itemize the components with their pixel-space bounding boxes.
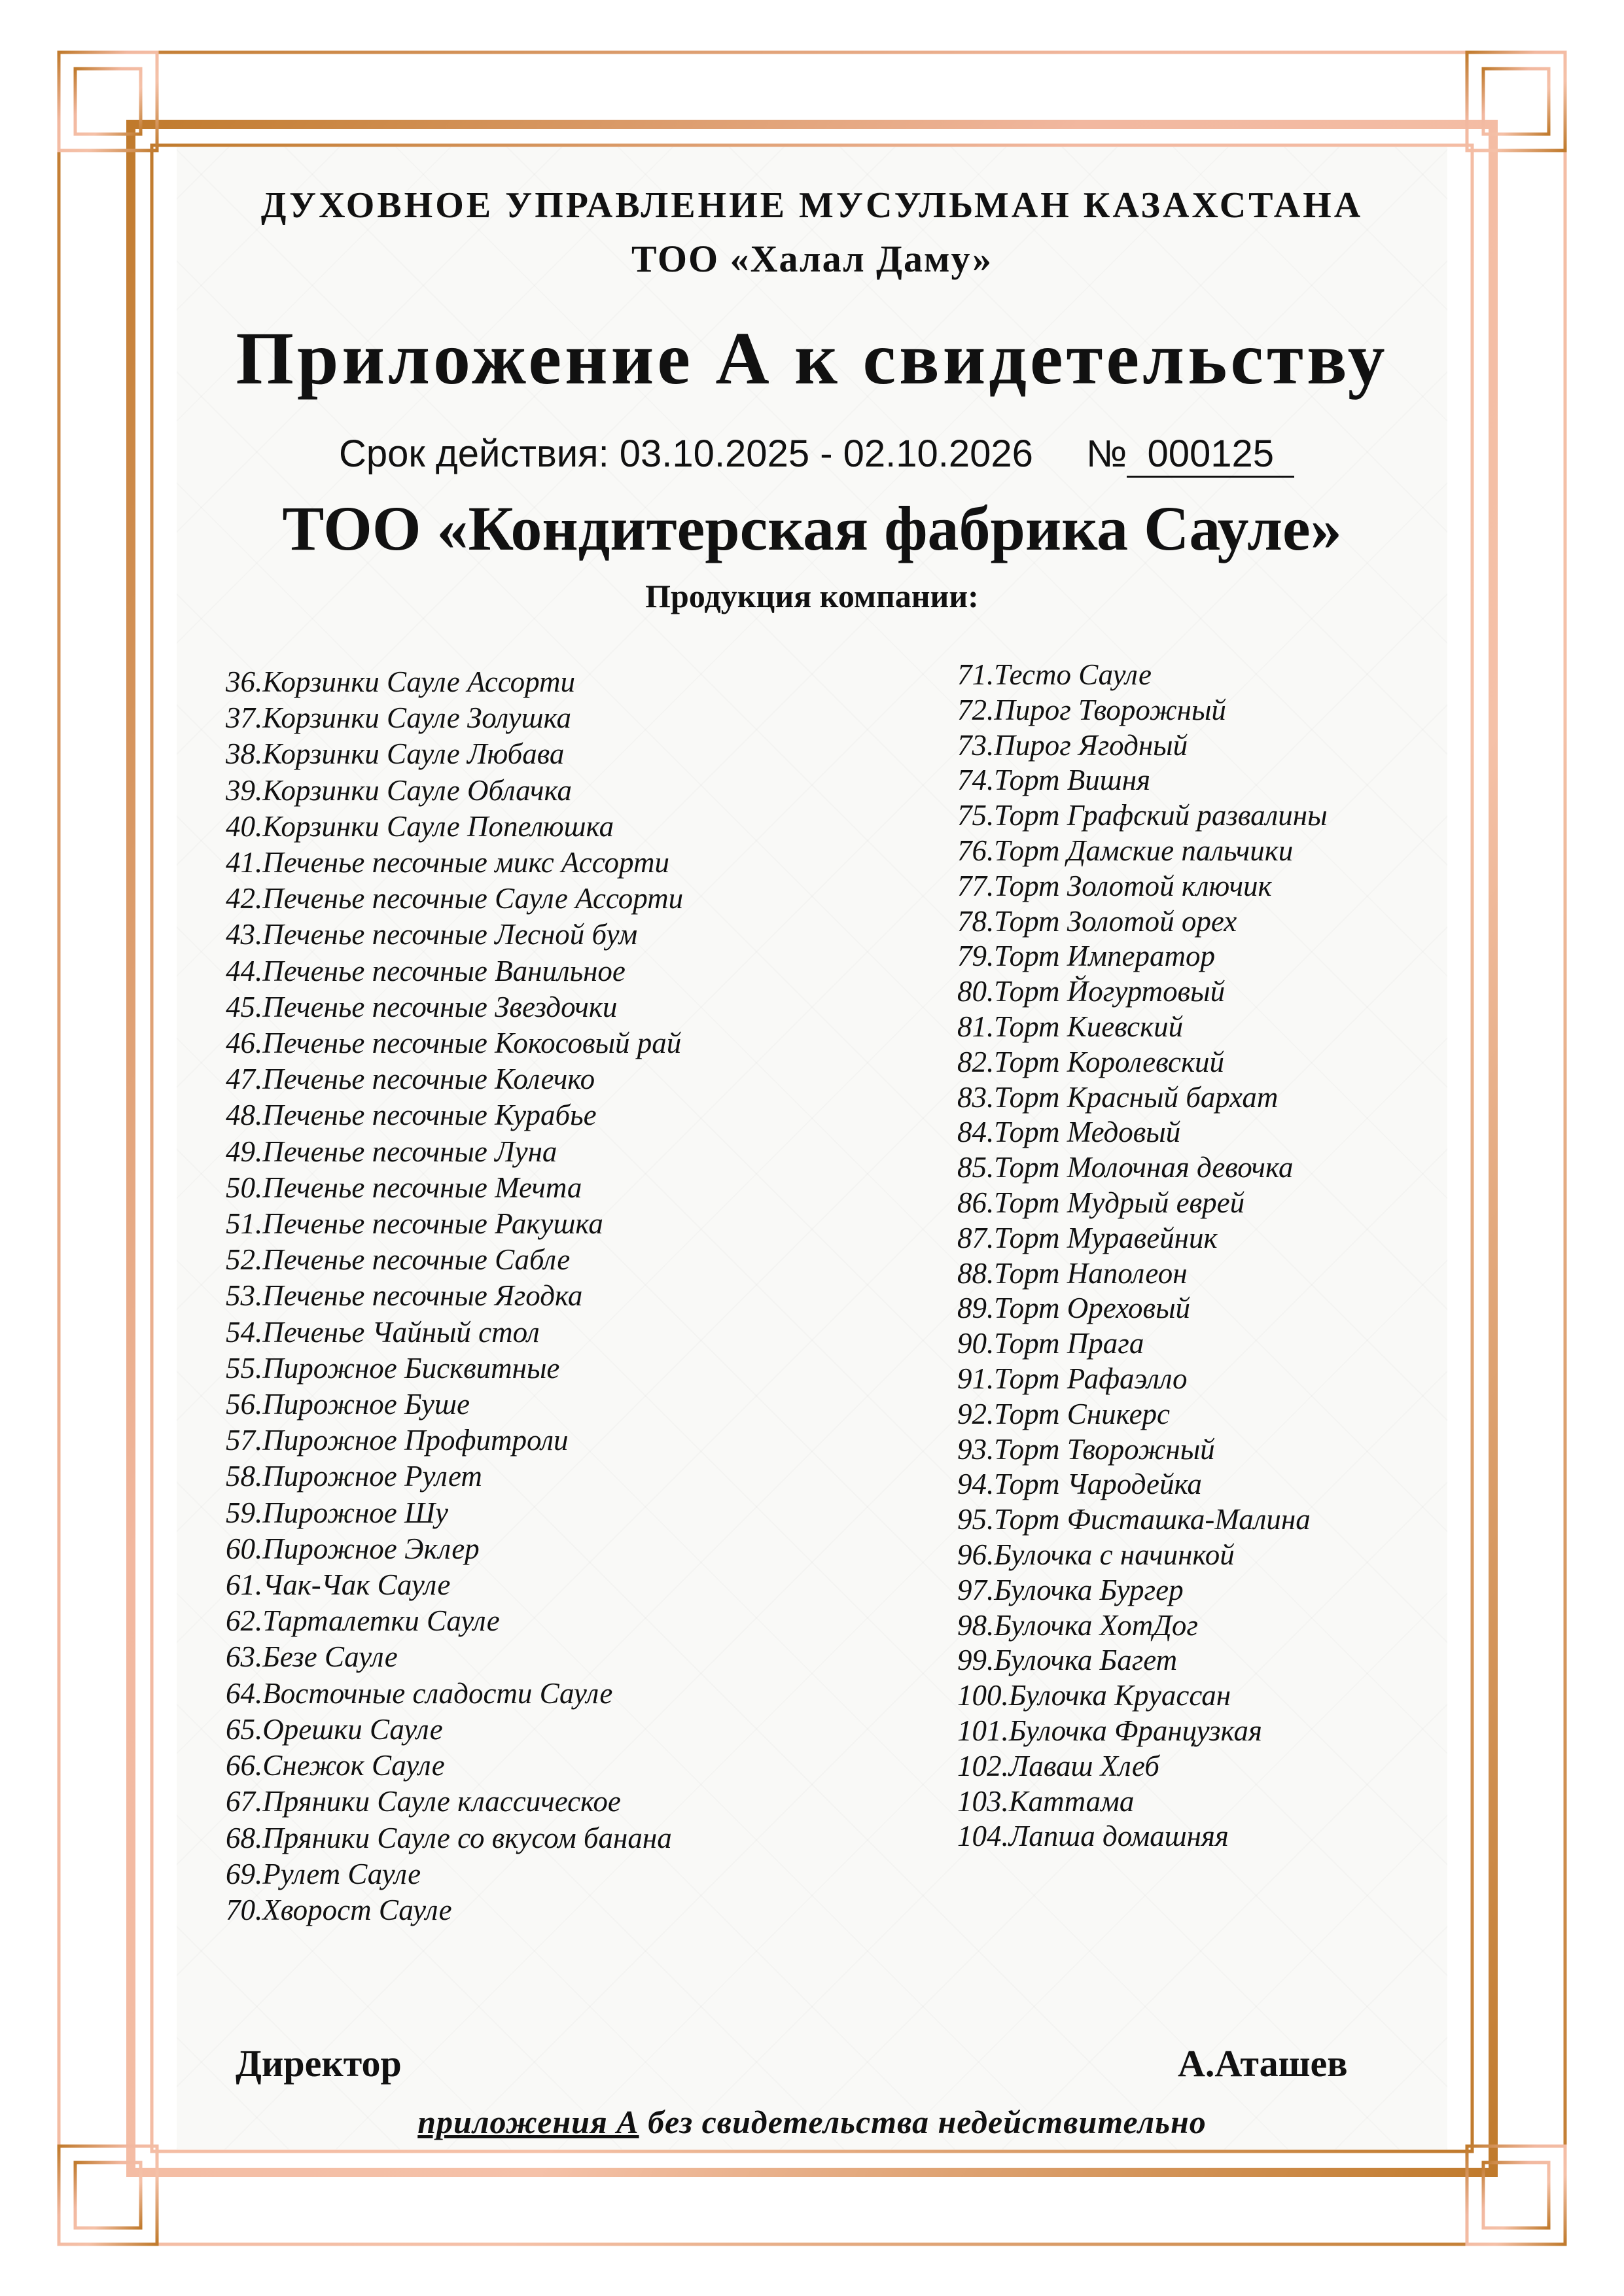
product-item: 67.Пряники Сауле классическое [226, 1785, 621, 1818]
product-item: 101.Булочка Французкая [957, 1714, 1262, 1747]
product-item: 46.Печенье песочные Кокосовый рай [226, 1027, 682, 1060]
product-item: 94.Торт Чародейка [957, 1468, 1202, 1501]
product-item: 96.Булочка с начинкой [957, 1538, 1235, 1571]
issuing-company: ТОО «Халал Даму» [631, 238, 993, 280]
product-item: 103.Каттама [957, 1784, 1135, 1818]
product-item: 42.Печенье песочные Сауле Ассорти [226, 882, 684, 915]
validity-period: Срок действия: 03.10.2025 - 02.10.2026 [339, 433, 1033, 475]
product-item: 60.Пирожное Эклер [226, 1532, 480, 1565]
product-item: 41.Печенье песочные микс Ассорти [226, 846, 669, 879]
product-item: 89.Торт Ореховый [957, 1292, 1191, 1325]
product-item: 92.Торт Сникерс [957, 1397, 1171, 1430]
product-item: 71.Тесто Сауле [957, 658, 1152, 691]
footnote-underlined: приложения А [417, 2104, 639, 2140]
product-item: 44.Печенье песочные Ванильное [226, 954, 626, 987]
product-item: 66.Снежок Сауле [226, 1749, 445, 1782]
product-item: 56.Пирожное Буше [226, 1388, 470, 1421]
product-item: 95.Торт Фисташка-Малина [957, 1503, 1311, 1536]
product-item: 45.Печенье песочные Звездочки [226, 990, 618, 1023]
number-value: 000125 [1127, 432, 1294, 478]
product-item: 37.Корзинки Сауле Золушка [226, 701, 572, 735]
product-item: 98.Булочка ХотДог [957, 1608, 1198, 1642]
product-item: 74.Торт Вишня [957, 764, 1151, 797]
product-item: 57.Пирожное Профитроли [226, 1424, 569, 1457]
product-item: 54.Печенье Чайный стол [226, 1315, 540, 1349]
product-item: 55.Пирожное Бисквитные [226, 1351, 560, 1385]
product-item: 50.Печенье песочные Мечта [226, 1171, 582, 1204]
products-list-right [957, 658, 1328, 1854]
product-item: 36.Корзинки Сауле Ассорти [226, 665, 576, 698]
product-item: 39.Корзинки Сауле Облачка [226, 773, 572, 807]
footnote-text: без свидетельства недействительно [639, 2104, 1207, 2140]
product-item: 83.Торт Красный бархат [957, 1080, 1279, 1114]
product-item: 48.Печенье песочные Курабье [226, 1099, 597, 1132]
validity-footnote [0, 2103, 1624, 2141]
product-item: 52.Печенье песочные Сабле [226, 1243, 571, 1277]
issuing-organization: ДУХОВНОЕ УПРАВЛЕНИЕ МУСУЛЬМАН КАЗАХСТАНА [260, 185, 1364, 226]
number-label: № [1086, 433, 1127, 475]
product-item: 78.Торт Золотой орех [957, 904, 1237, 938]
product-item: 77.Торт Золотой ключик [957, 869, 1272, 902]
certificate-number [1086, 432, 1294, 478]
product-item: 68.Пряники Сауле со вкусом банана [226, 1821, 672, 1854]
product-item: 62.Тарталетки Сауле [226, 1604, 500, 1638]
product-item: 97.Булочка Бургер [957, 1573, 1184, 1606]
product-item: 104.Лапша домашняя [957, 1820, 1229, 1853]
product-item: 49.Печенье песочные Луна [226, 1135, 557, 1168]
product-item: 72.Пирог Творожный [957, 693, 1226, 726]
products-heading: Продукция компании: [645, 578, 979, 614]
product-item: 59.Пирожное Шу [226, 1496, 448, 1529]
product-item: 76.Торт Дамские пальчики [957, 834, 1294, 867]
product-item: 88.Торт Наполеон [957, 1256, 1188, 1290]
product-item: 47.Печенье песочные Колечко [226, 1063, 595, 1096]
product-item: 51.Печенье песочные Ракушка [226, 1207, 603, 1241]
product-item: 91.Торт Рафаэлло [957, 1362, 1188, 1395]
product-item: 100.Булочка Круассан [957, 1679, 1231, 1712]
signature-role: Директор [236, 2042, 402, 2085]
product-item: 70.Хворост Сауле [226, 1893, 452, 1926]
products-list-left [226, 664, 683, 1928]
product-item: 38.Корзинки Сауле Любава [226, 737, 565, 771]
product-item: 75.Торт Графский развалины [957, 799, 1328, 832]
product-item: 58.Пирожное Рулет [226, 1460, 482, 1493]
product-item: 82.Торт Королевский [957, 1045, 1225, 1078]
product-item: 102.Лаваш Хлеб [957, 1749, 1159, 1782]
product-item: 61.Чак-Чак Сауле [226, 1568, 451, 1602]
product-item: 64.Восточные сладости Сауле [226, 1676, 613, 1710]
product-item: 79.Торт Император [957, 940, 1215, 973]
product-item: 93.Торт Творожный [957, 1432, 1215, 1466]
product-item: 85.Торт Молочная девочка [957, 1151, 1294, 1184]
product-item: 99.Булочка Багет [957, 1644, 1178, 1677]
product-item: 84.Торт Медовый [957, 1116, 1181, 1149]
product-item: 65.Орешки Сауле [226, 1712, 443, 1746]
company-name: ТОО «Кондитерская фабрика Сауле» [282, 493, 1342, 563]
product-item: 43.Печенье песочные Лесной бум [226, 918, 638, 951]
product-item: 87.Торт Муравейник [957, 1221, 1218, 1254]
product-item: 40.Корзинки Сауле Попелюшка [226, 809, 614, 843]
product-item: 69.Рулет Сауле [226, 1857, 421, 1890]
document-title: Приложение А к свидетельству [236, 317, 1388, 400]
product-item: 63.Безе Сауле [226, 1640, 398, 1674]
product-item: 80.Торт Йогуртовый [957, 975, 1226, 1008]
product-item: 86.Торт Мудрый еврей [957, 1186, 1245, 1219]
product-item: 73.Пирог Ягодный [957, 728, 1188, 762]
signature-name: А.Аташев [1178, 2042, 1348, 2085]
product-item: 53.Печенье песочные Ягодка [226, 1279, 583, 1313]
product-item: 81.Торт Киевский [957, 1010, 1184, 1043]
product-item: 90.Торт Прага [957, 1327, 1144, 1360]
